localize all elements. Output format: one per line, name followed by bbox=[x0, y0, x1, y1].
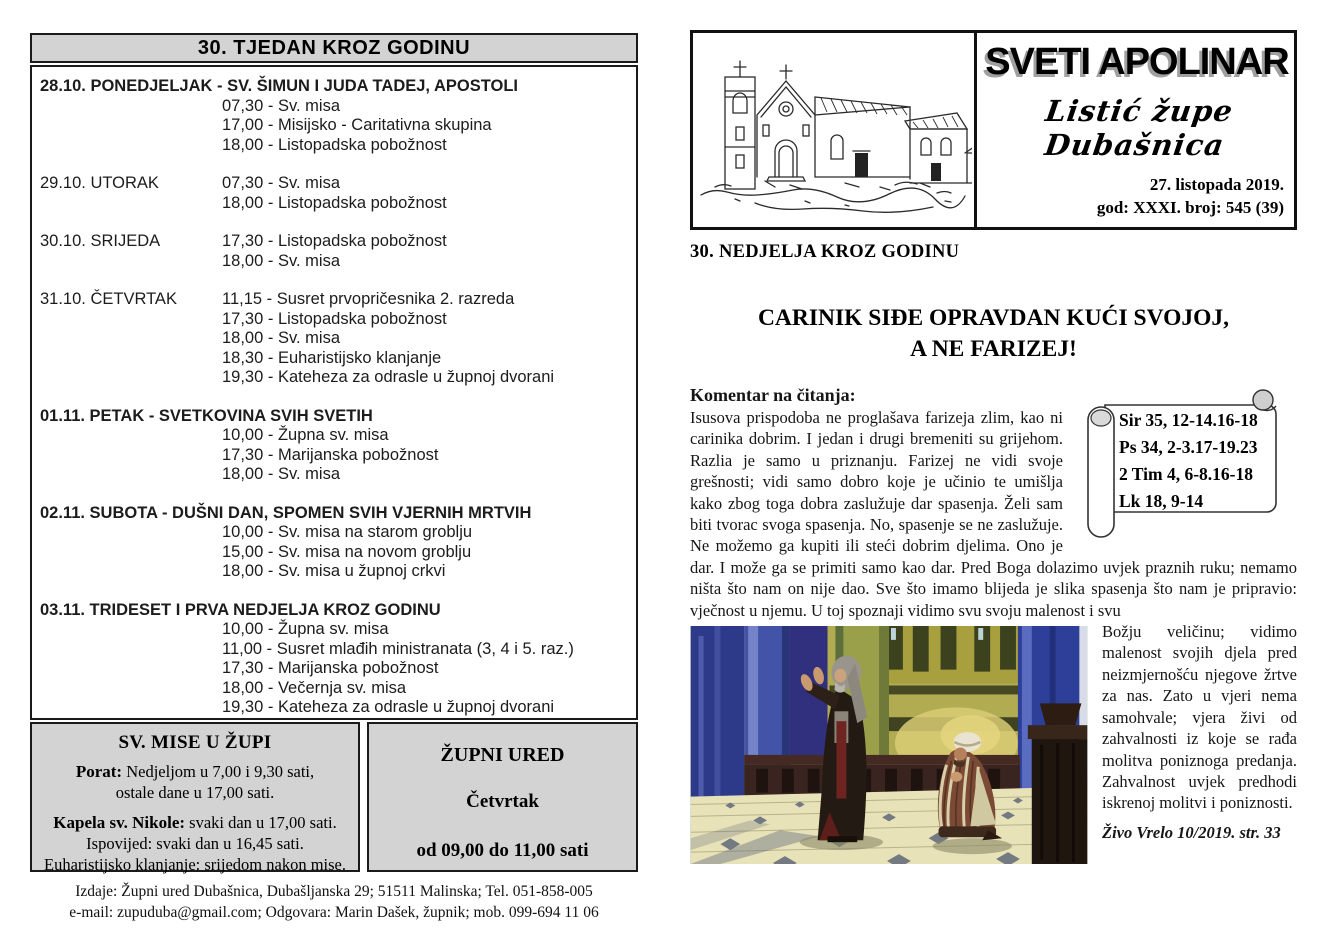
reading-1: Sir 35, 12-14.16-18 bbox=[1119, 410, 1258, 430]
klanjanje-line: Euharistijsko klanjanje: srijedom nakon mise. bbox=[44, 855, 346, 874]
time-line: 18,30 - Euharistijsko klanjanje bbox=[222, 348, 442, 367]
pharisee-taxcollector-painting bbox=[690, 626, 1088, 864]
time-line: 18,00 - Listopadska pobožnost bbox=[222, 193, 447, 212]
readings-scroll bbox=[1075, 385, 1297, 543]
time-line: 10,00 - Sv. misa na starom groblju bbox=[222, 523, 473, 541]
church-drawing bbox=[693, 33, 977, 227]
time-line: 18,00 - Sv. misa u župnoj crkvi bbox=[222, 562, 446, 580]
day-heading: 01.11. PETAK - SVETKOVINA SVIH SVETIH bbox=[40, 406, 373, 425]
right-column bbox=[690, 30, 1297, 866]
bulletin-subtitle: Listić župe Dubašnica bbox=[1042, 94, 1236, 162]
day-label: 31.10. ČETVRTAK bbox=[40, 290, 177, 308]
commentary-article bbox=[690, 383, 1297, 866]
source-attribution: Živo Vrelo 10/2019. str. 33 bbox=[1102, 822, 1281, 842]
time-line: 10,00 - Župna sv. misa bbox=[222, 426, 389, 444]
commentary-label: Komentar na čitanja: bbox=[690, 385, 856, 405]
masthead bbox=[690, 30, 1297, 230]
reading-4: Lk 18, 9-14 bbox=[1119, 491, 1204, 511]
info-boxes-row bbox=[30, 722, 638, 872]
time-line: 18,00 - Listopadska pobožnost bbox=[222, 135, 447, 154]
day-heading: 02.11. SUBOTA - DUŠNI DAN, SPOMEN SVIH VJERNIH MRTVIH bbox=[40, 503, 532, 522]
issue-date: 27. listopada 2019. bbox=[1149, 175, 1284, 194]
time-line: 18,00 - Sv. misa bbox=[222, 329, 340, 347]
time-line: 07,30 - Sv. misa bbox=[222, 174, 340, 192]
day-label: 29.10. UTORAK bbox=[40, 174, 159, 192]
time-line: 15,00 - Sv. misa na novom groblju bbox=[222, 542, 472, 561]
time-line: 17,30 - Marijanska pobožnost bbox=[222, 445, 439, 464]
readings-list bbox=[1119, 407, 1258, 515]
time-line: 17,30 - Listopadska pobožnost bbox=[222, 232, 447, 250]
day-heading: 03.11. TRIDESET I PRVA NEDJELJA KROZ GODINU bbox=[40, 600, 441, 619]
week-header-bar: 30. TJEDAN KROZ GODINU bbox=[30, 33, 638, 63]
office-hours: od 09,00 do 11,00 sati bbox=[416, 840, 589, 861]
kapela-line bbox=[32, 812, 358, 833]
porat-line2: ostale dane u 17,00 sati. bbox=[115, 783, 275, 802]
church-sketch-svg bbox=[695, 35, 972, 223]
time-line: 17,30 - Listopadska pobožnost bbox=[222, 309, 447, 328]
bulletin-title: SVETI APOLINAR bbox=[985, 41, 1289, 83]
time-line: 19,30 - Kateheza za odrasle u župnoj dvorani bbox=[222, 698, 555, 716]
time-line: 07,30 - Sv. misa bbox=[222, 96, 340, 115]
schedule-entry bbox=[40, 601, 628, 718]
mass-times-box bbox=[30, 722, 360, 872]
issue-info bbox=[1097, 173, 1284, 219]
imprint-line1: Izdaje: Župni ured Dubašnica, Dubašljanska 29; 51511 Malinska; Tel. 051-858-005 bbox=[75, 883, 593, 900]
reading-2: Ps 34, 2-3.17-19.23 bbox=[1119, 437, 1258, 457]
time-line: 11,15 - Susret prvopričesnika 2. razreda bbox=[222, 290, 515, 308]
reading-3: 2 Tim 4, 6-8.16-18 bbox=[1119, 464, 1254, 484]
ispovijed-line: Ispovijed: svaki dan u 16,45 sati. bbox=[86, 834, 304, 853]
parish-office-box bbox=[367, 722, 638, 872]
schedule-entry bbox=[40, 504, 628, 582]
masthead-right bbox=[980, 33, 1294, 227]
commentary-text-2: Božju veličinu; vidimo malenost svojih djela pred neizmjernošću njegove žrtve za nas. Zato u vjeri nema samohvale; vjera živi od zahvalnosti iz koje se rađa molitva poniznoga predanja. Zahvalnost uvjek predhodi iskrenoj molitvi i poniznosti. bbox=[1102, 622, 1297, 813]
porat-text: Nedjeljom u 7,00 i 9,30 sati, bbox=[122, 762, 315, 781]
schedule-entry bbox=[40, 290, 628, 388]
office-title: ŽUPNI URED bbox=[440, 744, 565, 766]
schedule-entry bbox=[40, 407, 628, 485]
day-label: 30.10. SRIJEDA bbox=[40, 232, 161, 250]
sunday-section-title: 30. NEDJELJA KROZ GODINU bbox=[690, 242, 960, 262]
time-line: 11,00 - Susret mlađih ministranata (3, 4 i 5. raz.) bbox=[222, 639, 574, 658]
imprint bbox=[30, 881, 638, 923]
time-line: 17,30 - Marijanska pobožnost bbox=[222, 659, 439, 677]
weekly-schedule bbox=[30, 65, 638, 720]
time-line: 18,00 - Sv. misa bbox=[222, 251, 340, 270]
headline-line2: A NE FARIZEJ! bbox=[910, 336, 1077, 362]
time-line: 19,30 - Kateheza za odrasle u župnoj dvorani bbox=[222, 368, 555, 386]
office-day: Četvrtak bbox=[466, 791, 539, 812]
time-line: 18,00 - Večernja sv. misa bbox=[222, 678, 407, 697]
porat-label: Porat: bbox=[75, 762, 123, 781]
imprint-line2: e-mail: zupuduba@gmail.com; Odgovara: Marin Dašek, župnik; mob. 099-694 11 06 bbox=[69, 904, 599, 921]
painting-image bbox=[690, 626, 1088, 864]
kapela-text: svaki dan u 17,00 sati. bbox=[185, 813, 337, 832]
commentary-text-1: Isusova prispodoba ne proglašava farizeja zlim, kao ni carinika dobrim. I jedan i drugi bremeniti su grijehom. Razlia je samo u priznanju. Farizej ne vidi svoje grešnosti; vidi samo dobro koje je učinio te umišlja kako zbog toga dobra zaslužuje dar spasenja. Želi sam biti tvorac svoga spasenja. No, spasenje se ne zaslužuje. Ne možemo ga kupiti ili steći dobrim djelima. Ono je dar. I može ga se primiti samo kao dar. Pred Boga dolazimo uvjek praznih ruku; nemamo ništa što nam on nije dao. Sve što imamo blijeda je slika spasenja što nam je pripravio: vječnost u njemu. U toj spoznaji vidimo svu svoju malenost i svu bbox=[690, 408, 1297, 620]
time-line: 10,00 - Župna sv. misa bbox=[222, 620, 389, 638]
kapela-label: Kapela sv. Nikole: bbox=[53, 813, 186, 832]
left-column bbox=[30, 33, 638, 923]
schedule-entry bbox=[40, 174, 628, 213]
issue-number: god: XXXI. broj: 545 (39) bbox=[1096, 198, 1284, 217]
schedule-entry bbox=[40, 77, 628, 155]
time-line: 18,00 - Sv. misa bbox=[222, 465, 340, 483]
schedule-entry bbox=[40, 232, 628, 271]
mass-times-title: SV. MISE U ŽUPI bbox=[118, 732, 272, 753]
headline bbox=[690, 303, 1297, 365]
day-heading: 28.10. PONEDJELJAK - SV. ŠIMUN I JUDA TADEJ, APOSTOLI bbox=[40, 77, 519, 95]
porat-line bbox=[32, 761, 358, 782]
headline-line1: CARINIK SIĐE OPRAVDAN KUĆI SVOJOJ, bbox=[757, 305, 1230, 331]
time-line: 17,00 - Misijsko - Caritativna skupina bbox=[222, 116, 492, 134]
